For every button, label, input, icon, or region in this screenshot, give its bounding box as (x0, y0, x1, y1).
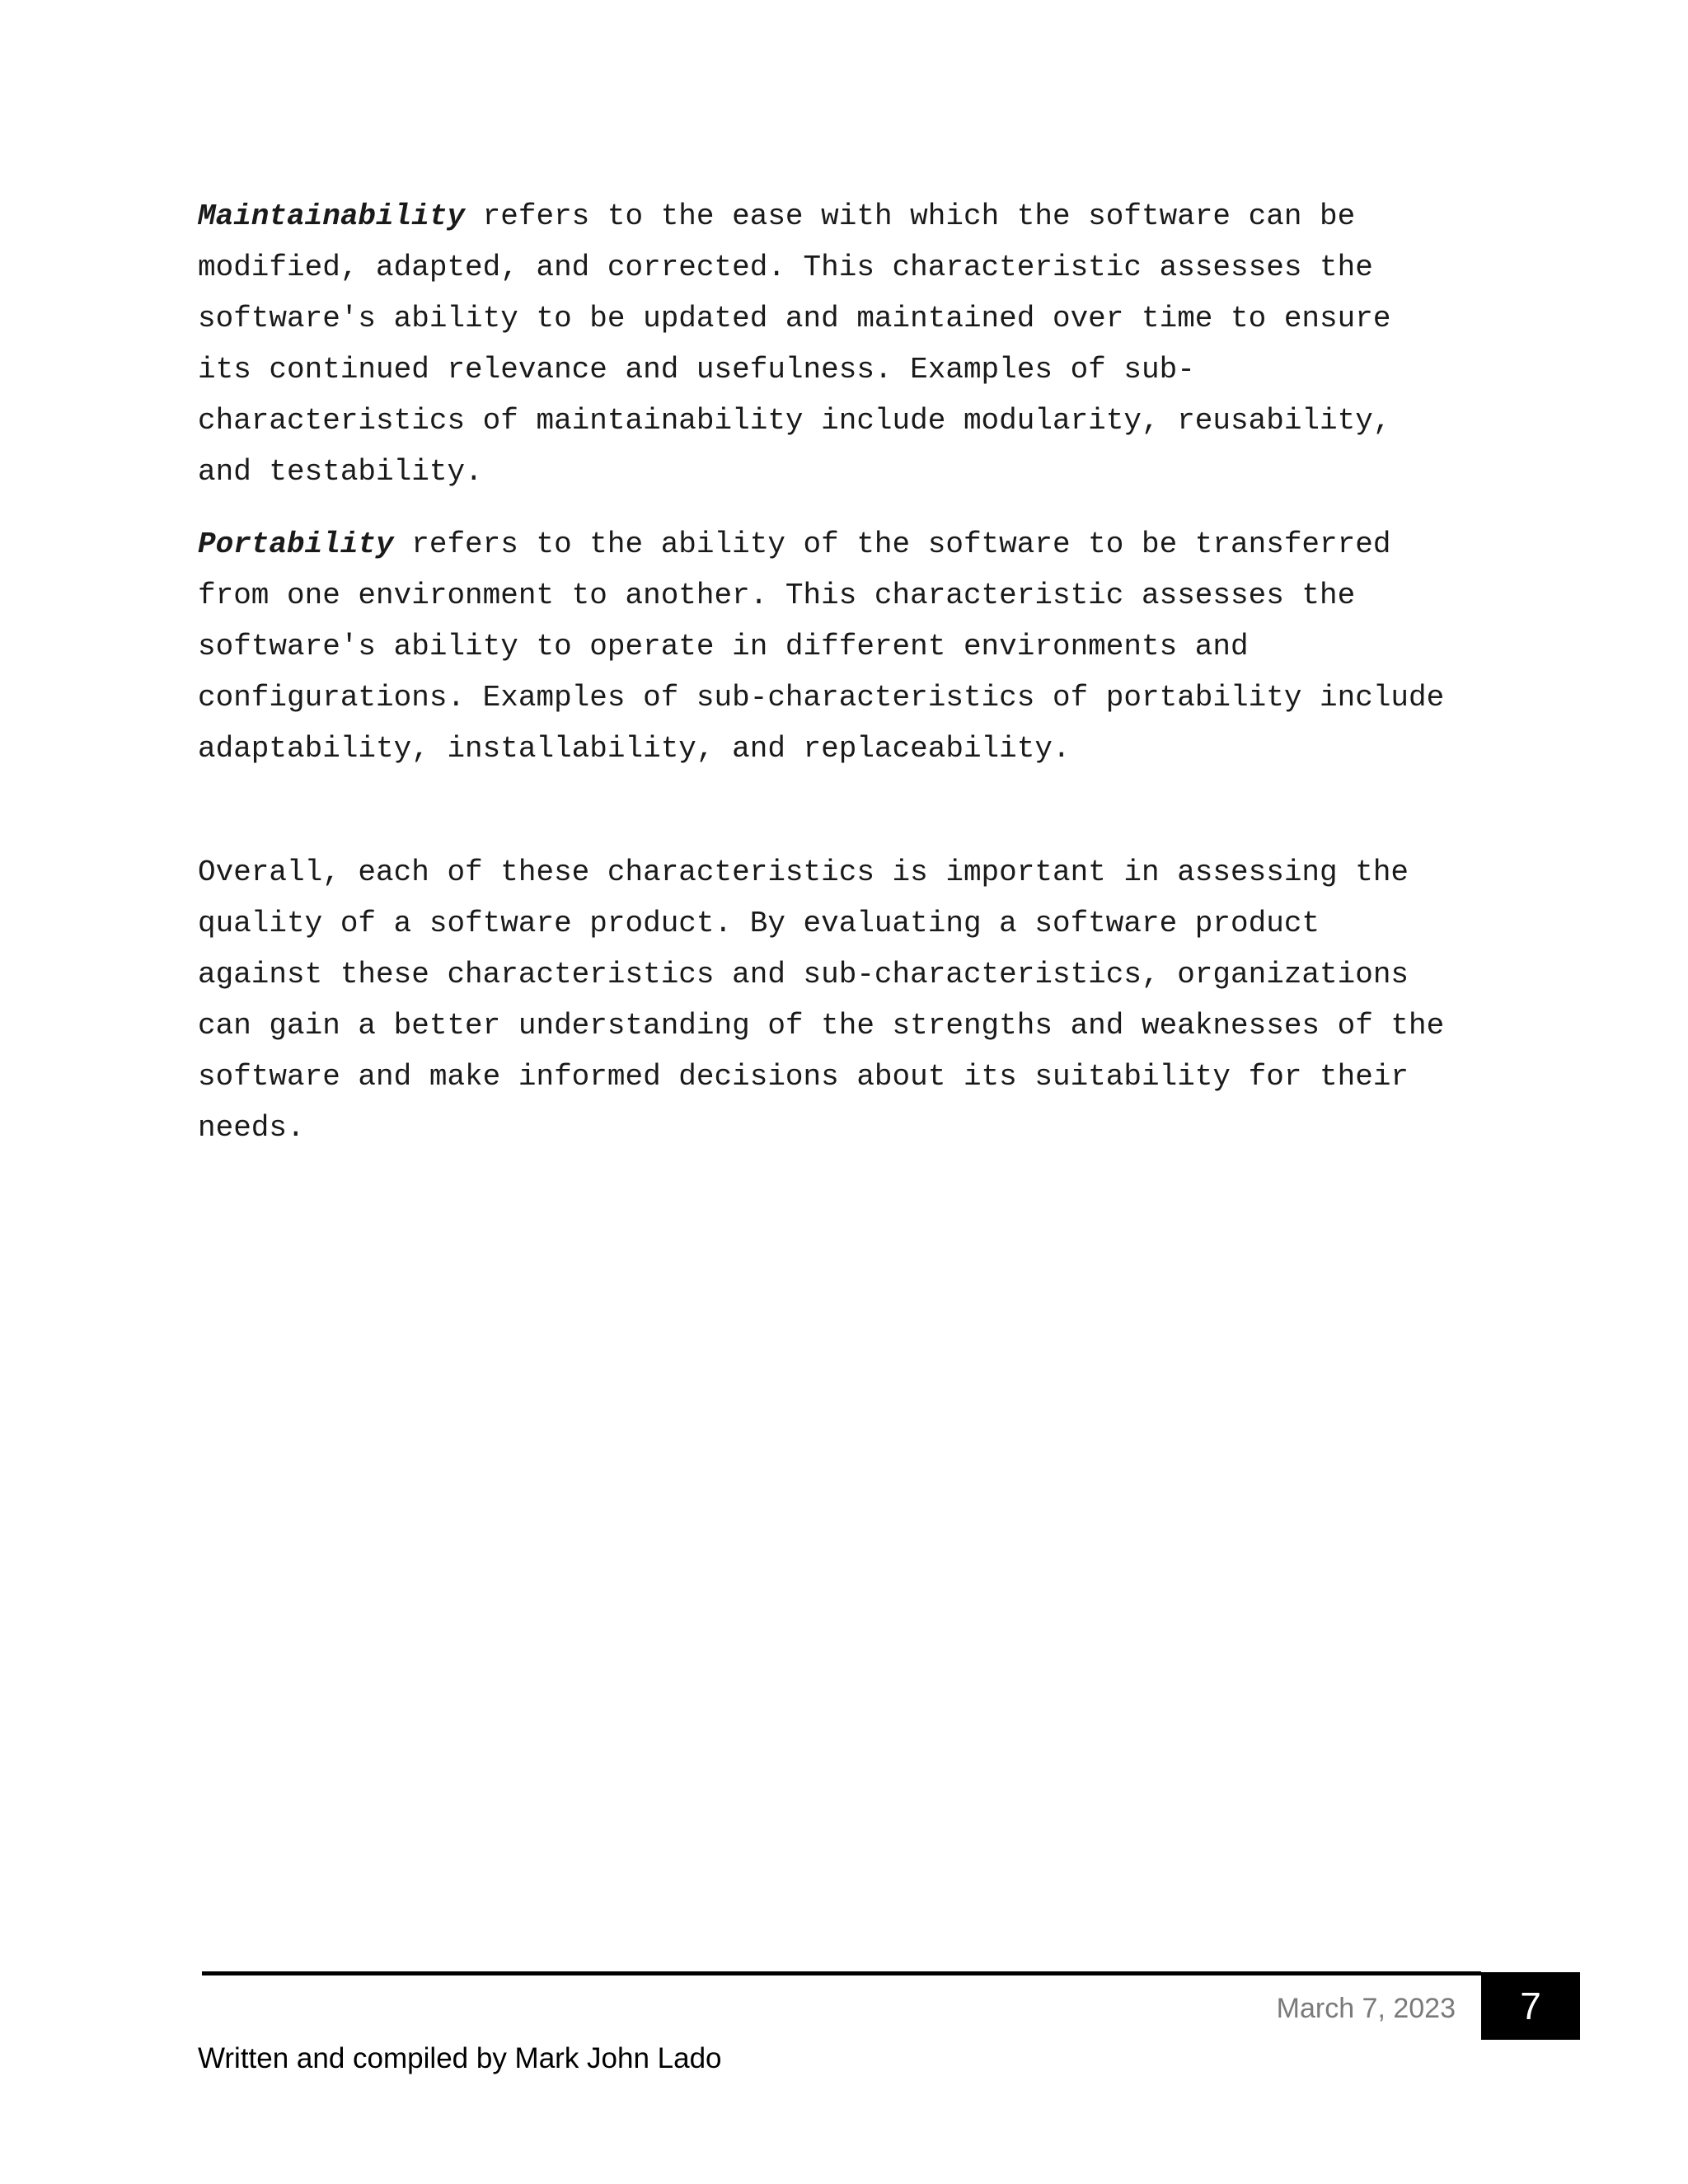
paragraph-text: refers to the ability of the software to be transferred from one environment to another. This characteristic assesses the software's ability to operate in different environments and configurations. Examples of sub-characteristics of portability include adaptability, installability, and replaceability. (198, 527, 1445, 766)
paragraph-text: Overall, each of these characteristics is important in assessing the quality of a software product. By evaluating a software product against these characteristics and sub-characteristics, organizations can gain a better understanding of the strengths and weaknesses of the software and make informed decisions about its suitability for their needs. (198, 855, 1445, 1145)
term-maintainability: Maintainability (198, 199, 466, 233)
page-number-badge (1481, 1972, 1580, 2040)
page-number: 7 (1520, 1985, 1541, 2027)
footer-date: March 7, 2023 (1276, 1993, 1456, 2024)
paragraph-overall (198, 847, 1484, 1154)
term-portability: Portability (198, 527, 394, 561)
paragraph-portability (198, 519, 1484, 775)
footer-divider (202, 1971, 1481, 1975)
footer-author: Written and compiled by Mark John Lado (198, 2042, 722, 2074)
paragraph-text: refers to the ease with which the software can be modified, adapted, and corrected. This characteristic assesses the software's ability to be updated and maintained over time to ensure its continued relevance and usefulness. Examples of sub- characteristics of maintainability include modularity, reusability, and testability. (198, 199, 1391, 489)
document-body (198, 191, 1484, 1175)
paragraph-maintainability (198, 191, 1484, 498)
